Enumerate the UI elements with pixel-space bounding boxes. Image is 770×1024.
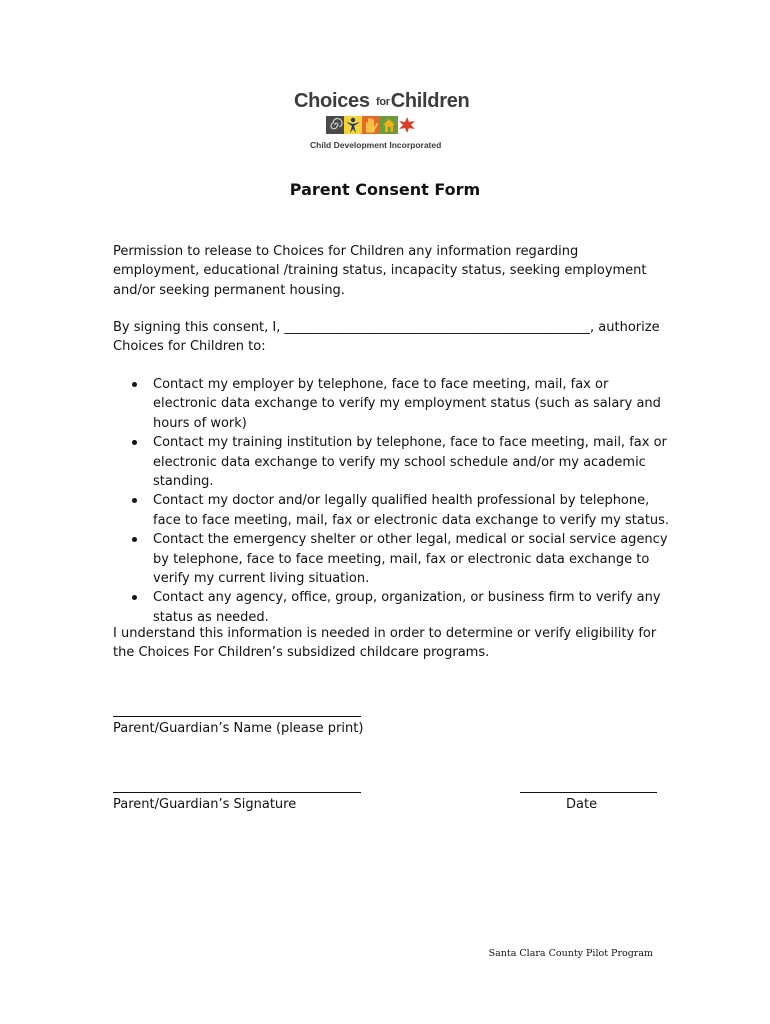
list-item: Contact any agency, office, group, organization, or business firm to verify any status as needed. bbox=[113, 588, 673, 627]
hand-icon bbox=[362, 116, 380, 134]
logo-subtitle: Child Development Incorporated bbox=[310, 140, 442, 150]
list-item: Contact my doctor and/or legally qualified health professional by telephone, face to face meeting, mail, fax or electronic data exchange to verify my status. bbox=[113, 491, 673, 530]
date-label: Date bbox=[566, 797, 598, 812]
name-signature-line bbox=[113, 716, 361, 717]
spiral-icon bbox=[326, 116, 344, 134]
logo-word-children: Children bbox=[390, 90, 470, 112]
list-item: Contact my training institution by telephone, face to face meeting, mail, fax or electronic data exchange to verify my school schedule and/or my academic standing. bbox=[113, 433, 673, 491]
permission-paragraph: Permission to release to Choices for Children any information regarding employment, educational /training status, incapacity status, seeking employment and/or seeking permanent housing. bbox=[113, 244, 647, 298]
list-item: Contact my employer by telephone, face to face meeting, mail, fax or electronic data exchange to verify my employment status (such as salary and hours of work) bbox=[113, 375, 673, 433]
leaf-icon bbox=[398, 116, 416, 134]
logo-wordmark bbox=[294, 90, 469, 113]
footer-note: Santa Clara County Pilot Program bbox=[488, 948, 653, 959]
signature-line bbox=[113, 792, 361, 793]
logo-word-for: for bbox=[375, 96, 390, 108]
signature-label: Parent/Guardian’s Signature bbox=[113, 797, 297, 812]
consent-paragraph bbox=[113, 318, 663, 357]
date-line bbox=[520, 792, 657, 793]
authorization-list bbox=[113, 375, 673, 627]
logo-word-choices: Choices bbox=[294, 90, 370, 112]
organization-logo bbox=[292, 90, 478, 154]
house-icon bbox=[380, 116, 398, 134]
person-icon bbox=[344, 116, 362, 134]
consent-text-end: , authorize Choices for Children to: bbox=[113, 320, 660, 355]
consent-text-start: By signing this consent, I, bbox=[113, 320, 285, 335]
logo-icon-strip bbox=[326, 116, 416, 134]
list-item: Contact the emergency shelter or other legal, medical or social service agency by telephone, face to face meeting, mail, fax or electronic data exchange to verify my current living situation. bbox=[113, 530, 673, 588]
name-blank-field: _______________________________________________ bbox=[284, 320, 591, 335]
page-title: Parent Consent Form bbox=[289, 180, 481, 199]
understanding-paragraph: I understand this information is needed in order to determine or verify eligibility for the Choices For Children’s subsidized childcare programs. bbox=[113, 626, 657, 661]
name-label: Parent/Guardian’s Name (please print) bbox=[113, 721, 364, 736]
